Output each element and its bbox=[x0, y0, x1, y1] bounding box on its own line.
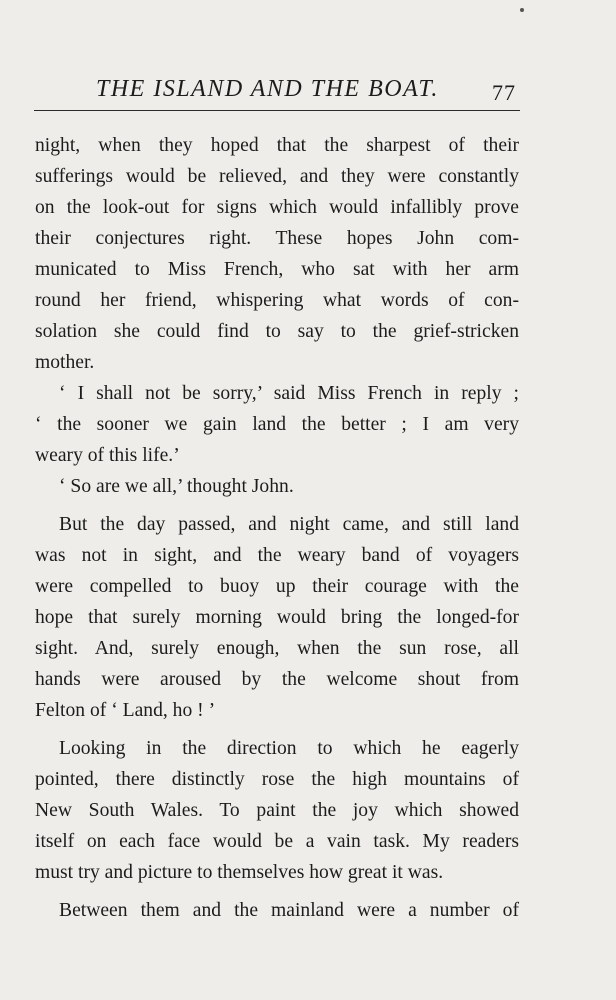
text-line: round her friend, whispering what words of con- bbox=[35, 290, 519, 311]
body-text bbox=[35, 130, 519, 926]
text-line: their conjectures right. These hopes John com- bbox=[35, 228, 519, 249]
ink-speck bbox=[520, 8, 524, 12]
text-line: ‘ So are we all,’ thought John. bbox=[59, 476, 294, 497]
text-line: itself on each face would be a vain task. My readers bbox=[35, 831, 519, 852]
page-number: 77 bbox=[492, 80, 516, 105]
text-line: hope that surely morning would bring the longed-for bbox=[35, 607, 519, 628]
text-line: sight. And, surely enough, when the sun rose, all bbox=[35, 638, 519, 659]
running-head bbox=[36, 72, 520, 108]
text-line: solation she could find to say to the grief-stricken bbox=[35, 321, 519, 342]
text-line: ‘ the sooner we gain land the better ; I am very bbox=[35, 414, 519, 435]
text-line: were compelled to buoy up their courage with the bbox=[35, 576, 519, 597]
text-line: night, when they hoped that the sharpest of their bbox=[35, 135, 519, 156]
text-line: Felton of ‘ Land, ho ! ’ bbox=[35, 700, 216, 721]
text-line: weary of this life.’ bbox=[35, 445, 180, 466]
text-line: New South Wales. To paint the joy which showed bbox=[35, 800, 519, 821]
text-line: mother. bbox=[35, 352, 95, 373]
running-head-title: THE ISLAND AND THE BOAT. bbox=[96, 76, 439, 102]
text-line: hands were aroused by the welcome shout from bbox=[35, 669, 519, 690]
text-line: pointed, there distinctly rose the high mountains of bbox=[35, 769, 519, 790]
text-line: was not in sight, and the weary band of voyagers bbox=[35, 545, 519, 566]
text-line: Looking in the direction to which he eagerly bbox=[59, 738, 519, 759]
text-line: But the day passed, and night came, and still land bbox=[59, 514, 519, 535]
text-line: ‘ I shall not be sorry,’ said Miss French in reply ; bbox=[59, 383, 519, 404]
text-line: Between them and the mainland were a number of bbox=[59, 900, 519, 921]
text-line: municated to Miss French, who sat with her arm bbox=[35, 259, 519, 280]
header-rule bbox=[34, 110, 520, 111]
text-line: sufferings would be relieved, and they were constantly bbox=[35, 166, 519, 187]
text-line: on the look-out for signs which would infallibly prove bbox=[35, 197, 519, 218]
text-line: must try and picture to themselves how great it was. bbox=[35, 862, 444, 883]
